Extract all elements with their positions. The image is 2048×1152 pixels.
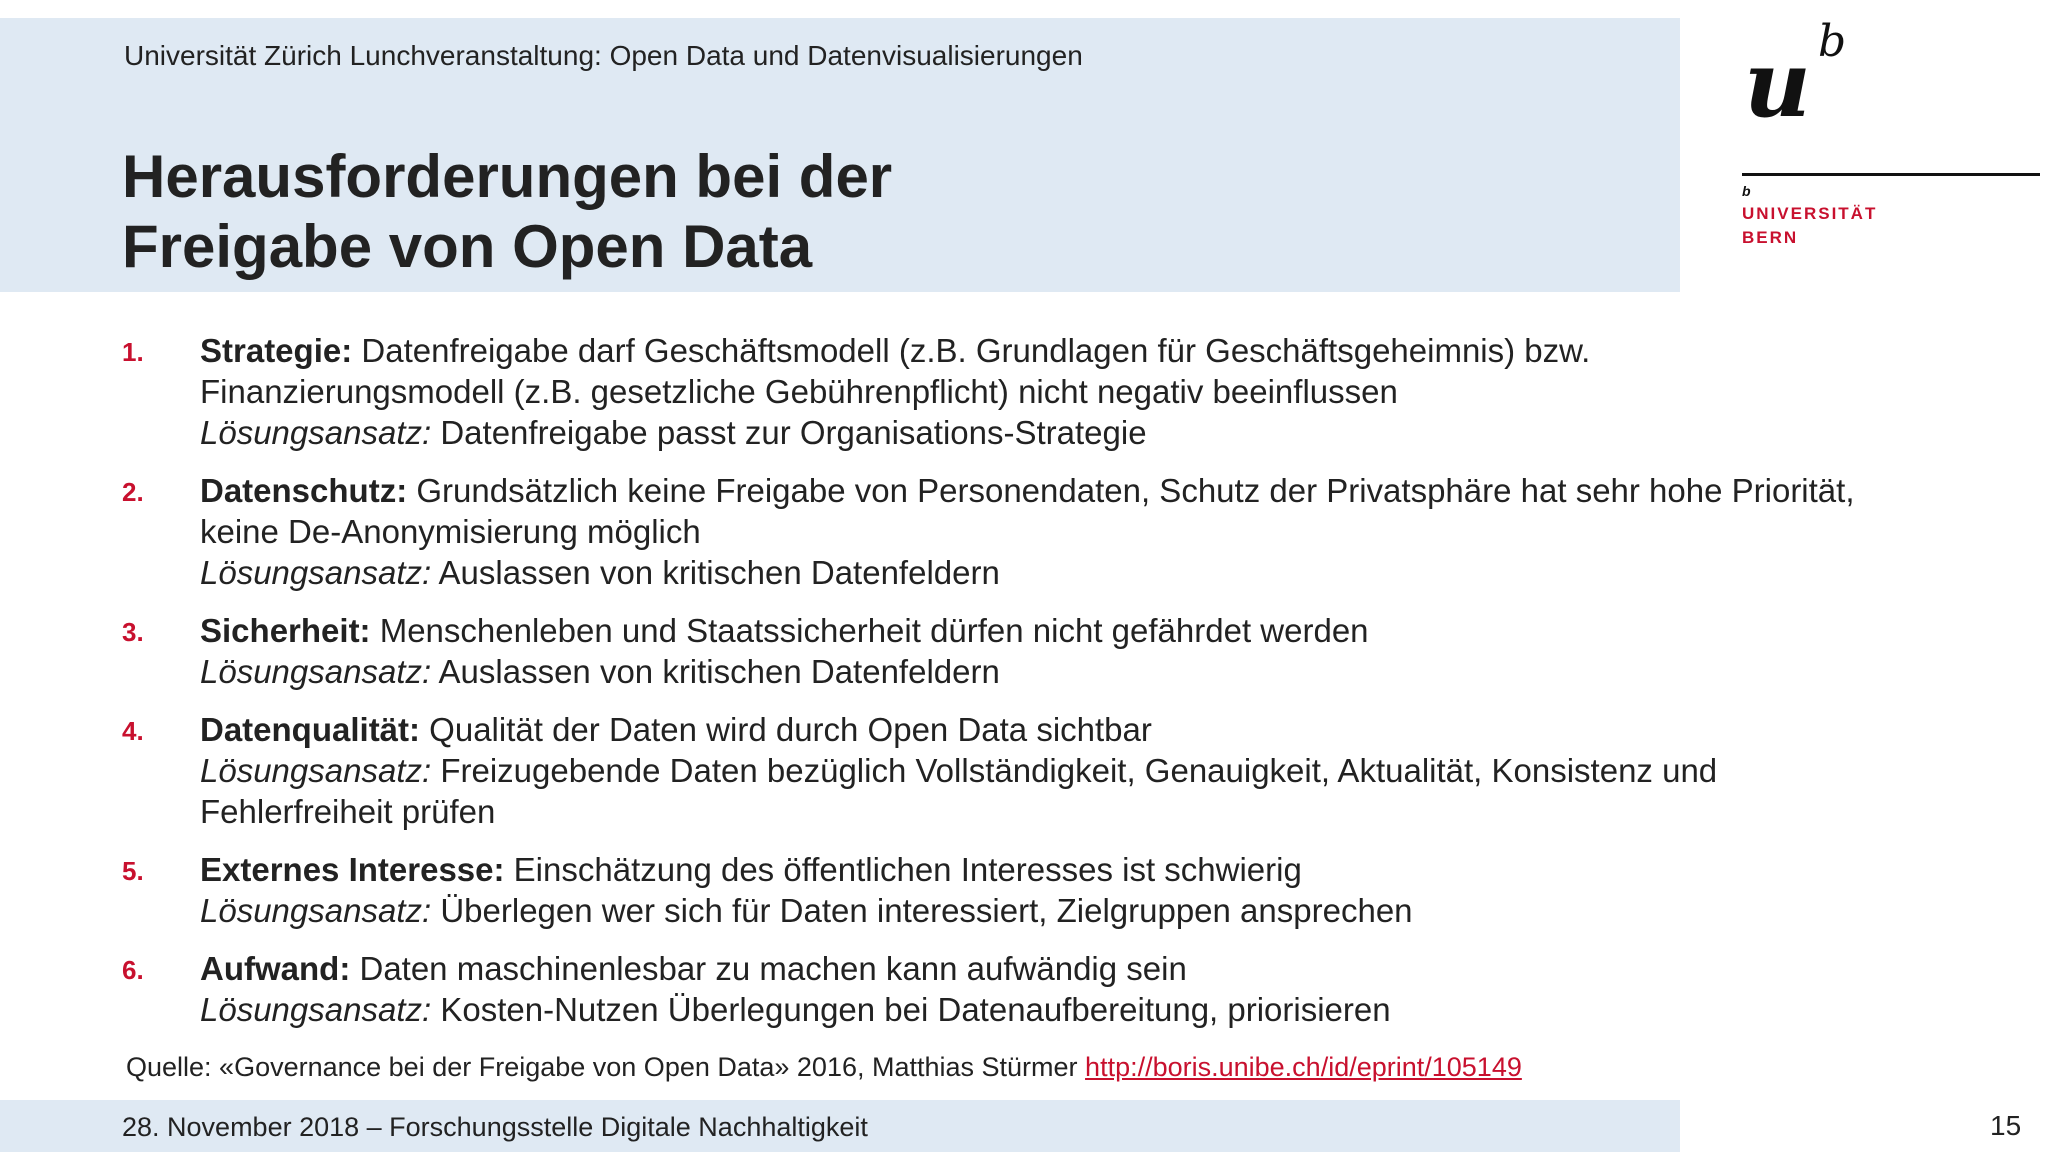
item-term: Externes Interesse: [200,851,505,888]
item-term: Aufwand: [200,950,351,987]
logo-line-1: UNIVERSITÄT [1742,204,1878,223]
item-number: 2. [122,477,144,507]
item-body [200,610,1369,692]
item-text: Grundsätzlich keine Freigabe von Personendaten, Schutz der Privatsphäre hat sehr hohe Priorität, [407,472,1855,509]
logo-wordmark [1742,202,1877,250]
list-item [122,330,1942,453]
challenge-list [122,330,1942,1047]
solution-label: Lösungsansatz: [200,991,432,1028]
item-number: 5. [122,856,144,886]
solution-text-cont: Fehlerfreiheit prüfen [200,793,496,830]
solution-label: Lösungsansatz: [200,414,432,451]
title-line-1: Herausforderungen bei der [122,143,893,210]
event-line: Universität Zürich Lunchveranstaltung: Open Data und Datenvisualisierungen [124,40,1083,71]
item-term: Strategie: [200,332,353,369]
item-body [200,330,1590,453]
item-body [200,709,1717,832]
solution-label: Lösungsansatz: [200,752,432,789]
item-text: Datenfreigabe darf Geschäftsmodell (z.B. Grundlagen für Geschäftsgeheimnis) bzw. [352,332,1591,369]
item-number: 6. [122,955,144,985]
item-number: 1. [122,337,144,367]
solution-text: Datenfreigabe passt zur Organisations-Strategie [431,414,1147,451]
item-text: Finanzierungsmodell (z.B. gesetzliche Gebührenpflicht) nicht negativ beeinflussen [200,373,1398,410]
solution-text: Auslassen von kritischen Datenfeldern [431,554,1000,591]
item-text: Menschenleben und Staatssicherheit dürfen nicht gefährdet werden [370,612,1369,649]
source-link[interactable]: http://boris.unibe.ch/id/eprint/105149 [1085,1052,1522,1082]
item-number: 3. [122,617,144,647]
item-term: Datenqualität: [200,711,421,748]
list-item [122,470,1942,593]
list-item [122,948,1942,1030]
university-logo [1740,18,2040,258]
item-term: Datenschutz: [200,472,408,509]
solution-label: Lösungsansatz: [200,554,432,591]
list-item [122,610,1942,692]
item-text: Qualität der Daten wird durch Open Data sichtbar [420,711,1152,748]
solution-text: Freizugebende Daten bezüglich Vollständigkeit, Genauigkeit, Aktualität, Konsistenz und [431,752,1718,789]
item-body [200,948,1391,1030]
footer-text: 28. November 2018 – Forschungsstelle Digitale Nachhaltigkeit [122,1112,868,1142]
svg-text:b: b [1818,18,1847,67]
slide-title [122,142,892,282]
source-citation [126,1052,1522,1083]
solution-text: Kosten-Nutzen Überlegungen bei Datenaufbereitung, priorisieren [431,991,1391,1028]
solution-text: Überlegen wer sich für Daten interessiert, Zielgruppen ansprechen [431,892,1413,929]
item-body [200,470,1855,593]
item-body [200,849,1413,931]
logo-small-b: b [1742,183,1751,199]
solution-label: Lösungsansatz: [200,653,432,690]
item-text: keine De-Anonymisierung möglich [200,513,701,550]
item-number: 4. [122,716,144,746]
logo-divider [1742,173,2040,176]
page-number: 15 [1990,1110,2022,1141]
item-text: Einschätzung des öffentlichen Interesses ist schwierig [504,851,1302,888]
list-item [122,709,1942,832]
logo-line-2: BERN [1742,228,1799,247]
item-term: Sicherheit: [200,612,371,649]
solution-text: Auslassen von kritischen Datenfeldern [431,653,1000,690]
title-line-2: Freigabe von Open Data [122,213,813,280]
unibe-ub-logo-icon [1740,18,1860,128]
item-text: Daten maschinenlesbar zu machen kann aufwändig sein [350,950,1187,987]
list-item [122,849,1942,931]
svg-text:u: u [1744,30,1811,128]
source-text: Quelle: «Governance bei der Freigabe von Open Data» 2016, Matthias Stürmer [126,1052,1086,1082]
solution-label: Lösungsansatz: [200,892,432,929]
